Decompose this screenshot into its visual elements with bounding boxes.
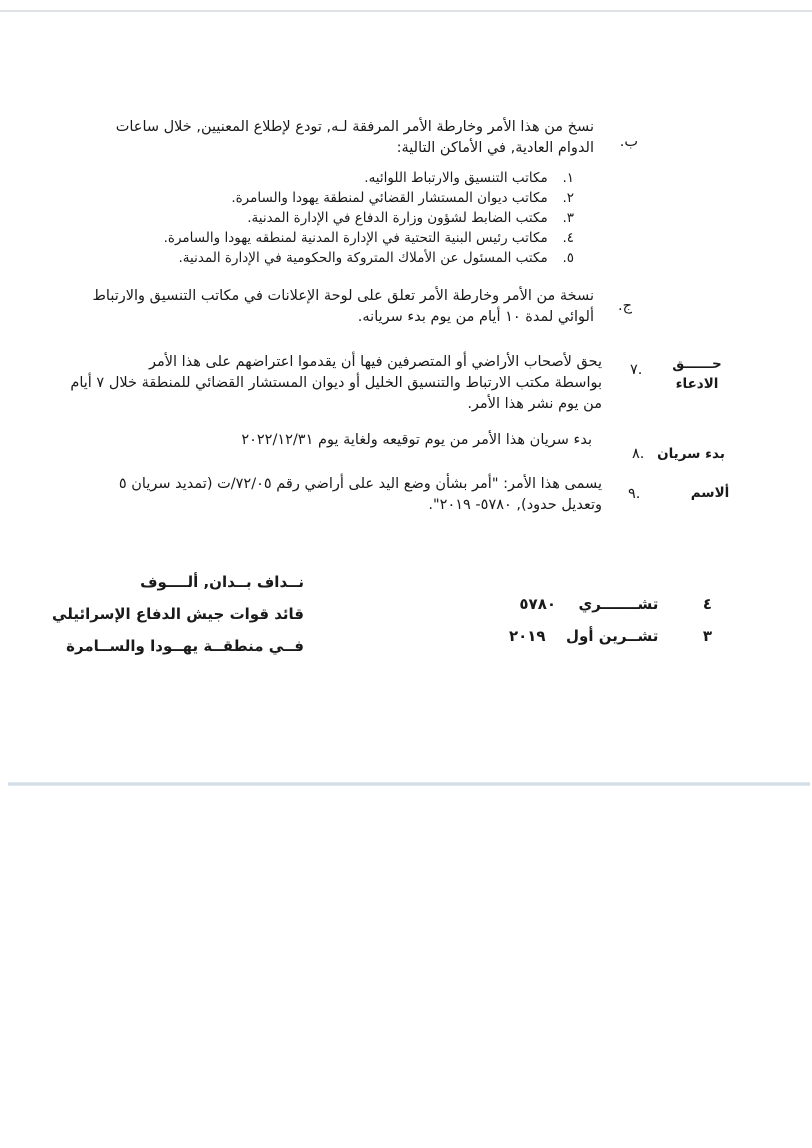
hebrew-date (492, 590, 712, 618)
list-item (247, 208, 574, 228)
hebrew-date-day: ٤ (702, 595, 712, 613)
hebrew-date-month: تشـــــــري (578, 595, 659, 613)
section-7-line3: من يوم نشر هذا الأمر. (467, 396, 602, 412)
section-7-number: ٧. (630, 362, 643, 378)
list-item (254, 168, 574, 188)
section-b-intro-line2: الدوام العادية, في الأماكن التالية: (396, 140, 594, 156)
section-7-heading-bottom: الادعاء (675, 376, 719, 392)
section-b-intro (84, 117, 594, 159)
list-item-text: مكاتب ديوان المستشار القضائي لمنطقة يهودا والسامرة. (231, 190, 548, 206)
hebrew-date-year: ٥٧٨٠ (519, 595, 557, 613)
section-7-heading-top: حــــــق (672, 356, 722, 372)
section-c-marker: ج. (618, 298, 632, 314)
section-9-line2: وتعديل حدود), ٥٧٨٠- ٢٠١٩". (428, 497, 602, 513)
section-9-number: ٩. (628, 486, 641, 502)
list-item-text: مكتب الضابط لشؤون وزارة الدفاع في الإدارة المدنية. (247, 210, 548, 226)
section-c-line1: نسخة من الأمر وخارطة الأمر تعلق على لوحة الإعلانات في مكاتب التنسيق والارتباط (92, 288, 594, 304)
top-scan-line (0, 10, 812, 12)
section-8-text: بدء سريان هذا الأمر من يوم توقيعه ولغاية يوم ٢٠٢٢/١٢/٣١ (241, 432, 592, 448)
distribution-list (163, 168, 574, 268)
list-item-text: مكاتب التنسيق والارتباط اللوائيه. (364, 170, 548, 186)
section-8-heading: بدء سريان (657, 446, 725, 462)
section-7-heading (664, 356, 730, 392)
gregorian-date (492, 622, 712, 650)
section-b-marker: ب. (619, 134, 638, 150)
gregorian-date-month: تشــرين أول (566, 627, 659, 645)
section-9-line1: يسمى هذا الأمر: "أمر بشأن وضع اليد على أراضي رقم ٧٢/٠٥/ت (تمديد سريان ٥ (118, 476, 602, 492)
list-item-number: ٢. (562, 190, 574, 206)
list-item-text: مكتب المسئول عن الأملاك المتروكة والحكومية في الإدارة المدنية. (178, 250, 548, 266)
list-item-number: ٥. (562, 250, 574, 266)
list-item-text: مكاتب رئيس البنية التحتية في الإدارة المدنية لمنطقه يهودا والسامرة. (163, 230, 548, 246)
list-item-number: ٤. (562, 230, 574, 246)
list-item (231, 188, 574, 208)
list-item (163, 228, 574, 248)
signature-title: قائد قوات جيش الدفاع الإسرائيلي (52, 605, 304, 623)
section-7-text (70, 352, 602, 415)
list-item-number: ١. (562, 170, 574, 186)
signature-region: فــي منطقــة يهــودا والســامرة (66, 637, 304, 655)
bottom-scan-line (8, 782, 810, 786)
section-9-heading: ألاسم (690, 485, 730, 501)
gregorian-date-day: ٣ (702, 627, 712, 645)
section-b-intro-line1: نسخ من هذا الأمر وخارطة الأمر المرفقة لـه, تودع لإطلاع المعنيين, خلال ساعات (115, 119, 594, 135)
section-7-line1: يحق لأصحاب الأراضي أو المتصرفين فيها أن يقدموا اعتراضهم على هذا الأمر (148, 354, 602, 370)
list-item-number: ٣. (562, 210, 574, 226)
section-9-text (82, 474, 602, 516)
gregorian-date-year: ٢٠١٩ (508, 627, 546, 645)
section-7-line2: بواسطة مكتب الارتباط والتنسيق الخليل أو ديوان المستشار القضائي للمنطقة خلال ٧ أيام (70, 375, 602, 391)
section-c-line2: ألوائي لمدة ١٠ أيام من يوم بدء سريانه. (357, 309, 594, 325)
list-item (178, 248, 574, 268)
signature-block (44, 568, 304, 660)
section-8-number: ٨. (632, 446, 645, 462)
section-c-text (74, 286, 594, 328)
signature-name: نــداف بــدان, ألــــوف (140, 573, 304, 591)
